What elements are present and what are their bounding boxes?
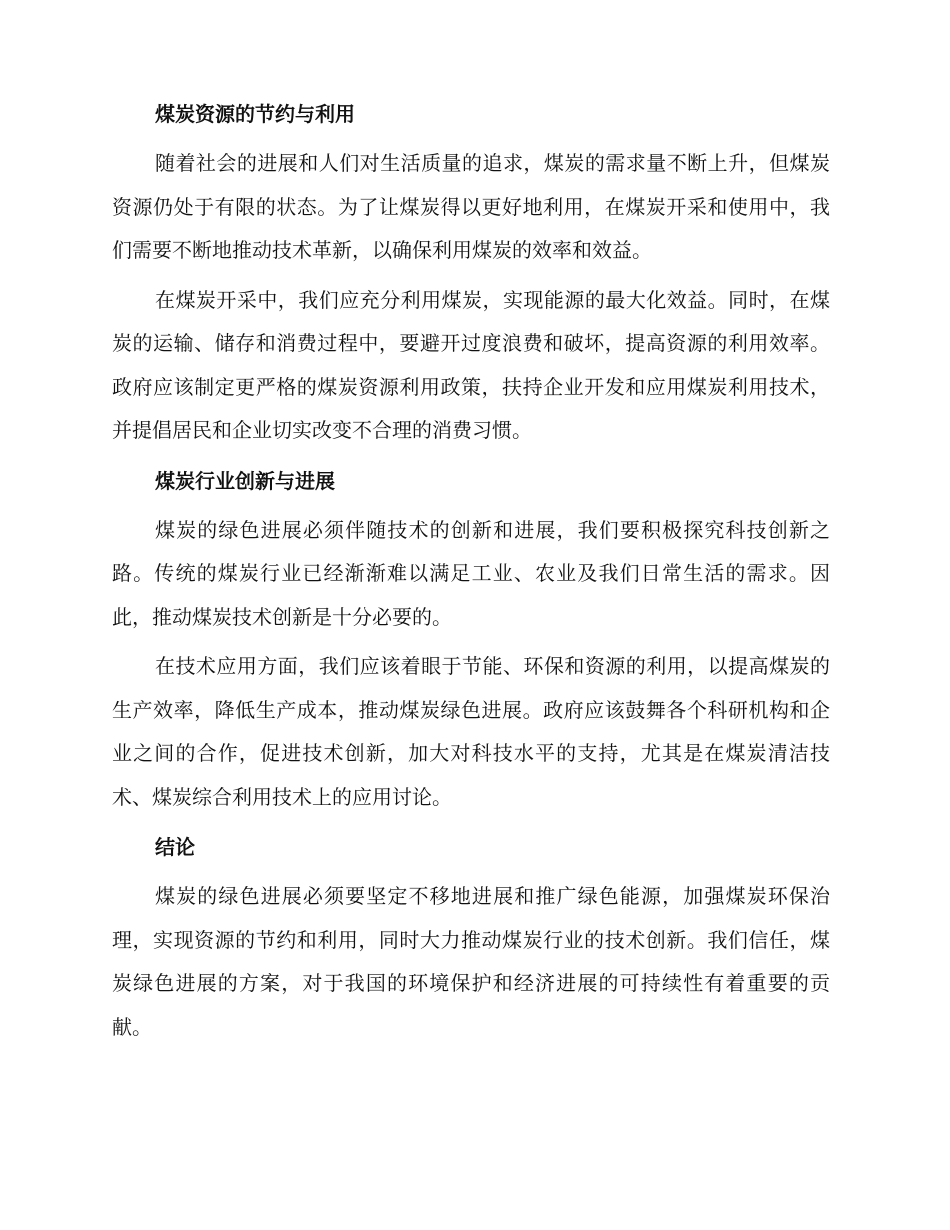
paragraph: 随着社会的进展和人们对生活质量的追求，煤炭的需求量不断上升，但煤炭资源仍处于有限的状态。为了让煤炭得以更好地利用，在煤炭开采和使用中，我们需要不断地推动技术革新，以确保利用煤炭的效率和效益。 <box>112 151 830 262</box>
paragraph: 煤炭的绿色进展必须要坚定不移地进展和推广绿色能源，加强煤炭环保治理，实现资源的节约和利用，同时大力推动煤炭行业的技术创新。我们信任，煤炭绿色进展的方案，对于我国的环境保护和经济进展的可持续性有着重要的贡献。 <box>112 884 830 1039</box>
paragraph: 在技术应用方面，我们应该着眼于节能、环保和资源的利用，以提高煤炭的生产效率，降低生产成本，推动煤炭绿色进展。政府应该鼓舞各个科研机构和企业之间的合作，促进技术创新，加大对科技水平的支持，尤其是在煤炭清洁技术、煤炭综合利用技术上的应用讨论。 <box>112 654 830 809</box>
paragraph: 在煤炭开采中，我们应充分利用煤炭，实现能源的最大化效益。同时，在煤炭的运输、储存和消费过程中，要避开过度浪费和破坏，提高资源的利用效率。政府应该制定更严格的煤炭资源利用政策，扶持企业开发和应用煤炭利用技术，并提倡居民和企业切实改变不合理的消费习惯。 <box>112 287 830 442</box>
document-page <box>112 98 830 1055</box>
paragraph: 煤炭的绿色进展必须伴随技术的创新和进展，我们要积极探究科技创新之路。传统的煤炭行业已经渐渐难以满足工业、农业及我们日常生活的需求。因此，推动煤炭技术创新是十分必要的。 <box>112 517 830 629</box>
section-heading: 煤炭行业创新与进展 <box>155 468 335 493</box>
section-heading: 煤炭资源的节约与利用 <box>155 102 355 126</box>
section-heading: 结论 <box>155 835 195 859</box>
